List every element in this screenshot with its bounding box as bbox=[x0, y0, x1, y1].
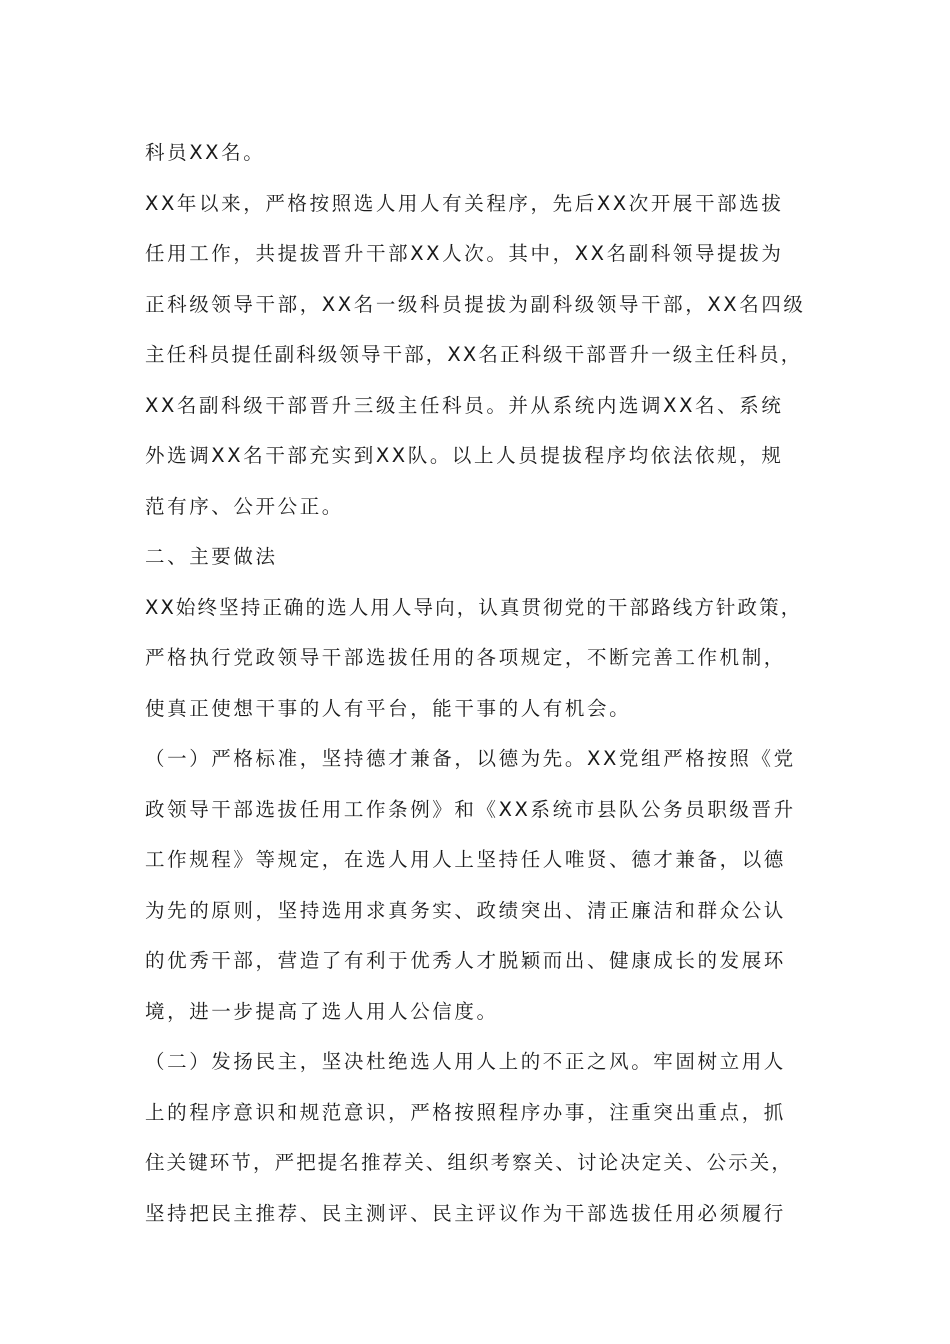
text-line: 科员XX名。 bbox=[145, 141, 266, 164]
text-line: （一）严格标准，坚持德才兼备，以德为先。XX党组严格按照《党 bbox=[145, 747, 796, 770]
text-line: 工作规程》等规定，在选人用人上坚持任人唯贤、德才兼备，以德 bbox=[145, 848, 786, 871]
text-line: 严格执行党政领导干部选拔任用的各项规定，不断完善工作机制， bbox=[145, 646, 786, 669]
text-line: 使真正使想干事的人有平台，能干事的人有机会。 bbox=[145, 696, 632, 720]
text-line: 上的程序意识和规范意识，严格按照程序办事，注重突出重点，抓 bbox=[145, 1100, 786, 1124]
text-line: XX始终坚持正确的选人用人导向，认真贯彻党的干部路线方针政策， bbox=[145, 595, 803, 619]
text-line: 正科级领导干部，XX名一级科员提拔为副科级领导干部，XX名四级 bbox=[145, 292, 806, 316]
section-heading: 二、主要做法 bbox=[145, 545, 278, 568]
text-line: 范有序、公开公正。 bbox=[145, 494, 344, 518]
text-line: 住关键环节，严把提名推荐关、组织考察关、讨论决定关、公示关， bbox=[145, 1151, 794, 1174]
text-line: 坚持把民主推荐、民主测评、民主评议作为干部选拔任用必须履行 bbox=[145, 1201, 786, 1225]
text-line: XX年以来，严格按照选人用人有关程序，先后XX次开展干部选拔 bbox=[145, 191, 784, 215]
text-line: 任用工作，共提拔晋升干部XX人次。其中，XX名副科领导提拔为 bbox=[145, 242, 784, 265]
text-line: XX名副科级干部晋升三级主任科员。并从系统内选调XX名、系统 bbox=[145, 393, 784, 417]
text-line: 的优秀干部，营造了有利于优秀人才脱颖而出、健康成长的发展环 bbox=[145, 949, 786, 972]
text-line: （二）发扬民主，坚决杜绝选人用人上的不正之风。牢固树立用人 bbox=[145, 1050, 786, 1073]
text-line: 为先的原则，坚持选用求真务实、政绩突出、清正廉洁和群众公认 bbox=[145, 898, 786, 922]
document-body bbox=[145, 128, 825, 1239]
text-line: 境，进一步提高了选人用人公信度。 bbox=[145, 999, 499, 1023]
text-line: 政领导干部选拔任用工作条例》和《XX系统市县队公务员职级晋升 bbox=[145, 797, 796, 821]
text-line: 外选调XX名干部充实到XX队。以上人员提拔程序均依法依规，规 bbox=[145, 444, 784, 467]
text-line: 主任科员提任副科级领导干部，XX名正科级干部晋升一级主任科员， bbox=[145, 343, 803, 366]
